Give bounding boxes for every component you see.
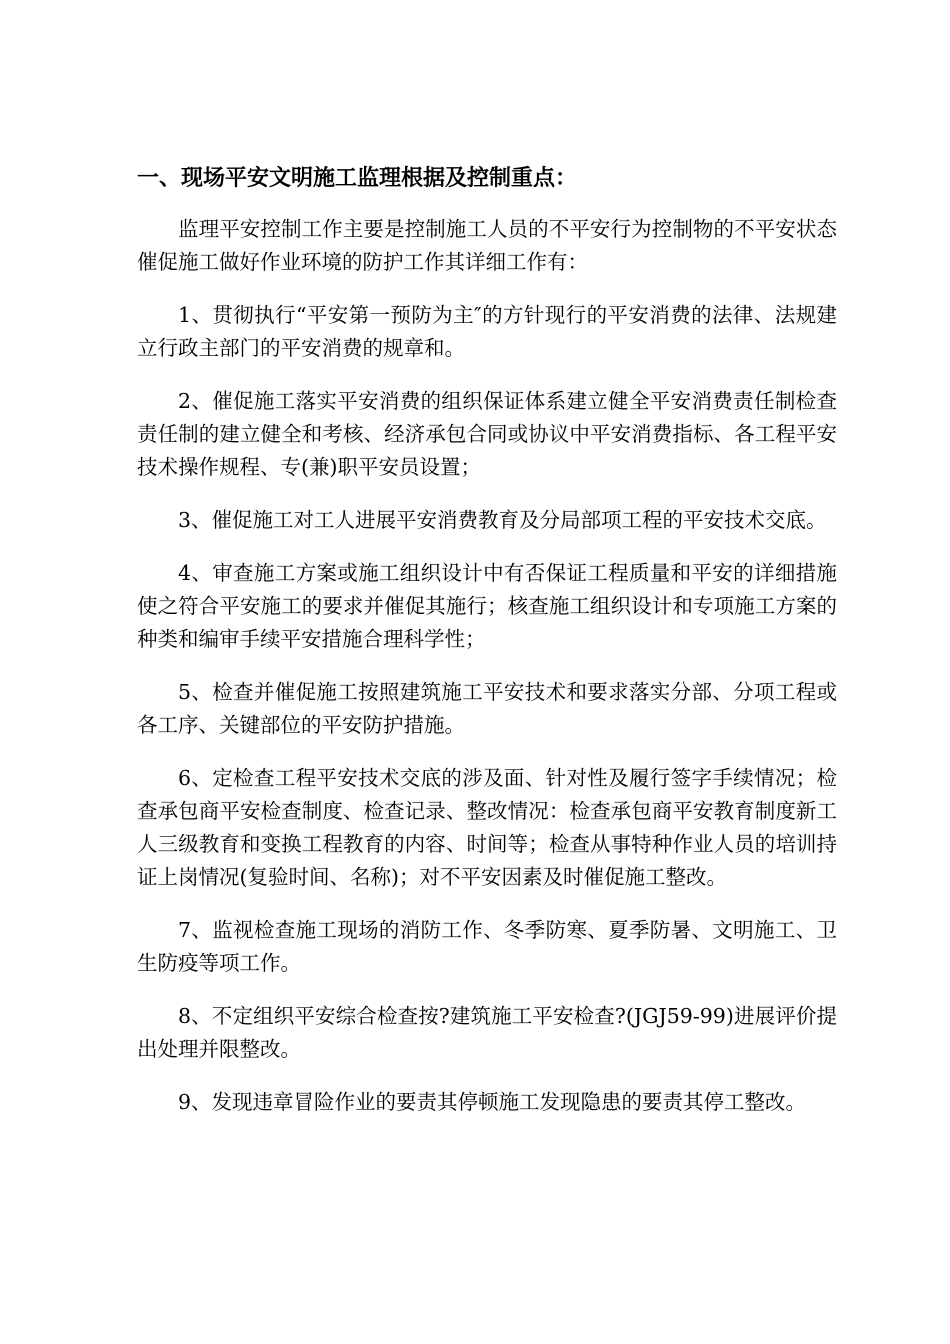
document-body bbox=[137, 163, 837, 1139]
list-item-8: 8、不定组织平安综合检查按?建筑施工平安检查?(JGJ59-99)进展评价提出处理并限整改。 bbox=[137, 1004, 837, 1061]
list-item-7: 7、监视检查施工现场的消防工作、冬季防寒、夏季防暑、文明施工、卫生防疫等项工作。 bbox=[137, 918, 837, 975]
list-item-2: 2、催促施工落实平安消费的组织保证体系建立健全平安消费责任制检查责任制的建立健全和考核、经济承包合同或协议中平安消费指标、各工程平安技术操作规程、专(兼)职平安员设置； bbox=[137, 389, 837, 479]
list-item-4: 4、审查施工方案或施工组织设计中有否保证工程质量和平安的详细措施使之符合平安施工的要求并催促其施行；核查施工组织设计和专项施工方案的种类和编审手续平安措施合理科学性； bbox=[137, 561, 837, 651]
intro-paragraph: 监理平安控制工作主要是控制施工人员的不平安行为控制物的不平安状态催促施工做好作业环境的防护工作其详细工作有： bbox=[137, 217, 837, 274]
list-item-6: 6、定检查工程平安技术交底的涉及面、针对性及履行签字手续情况；检查承包商平安检查制度、检查记录、整改情况：检查承包商平安教育制度新工人三级教育和变换工程教育的内容、时间等；检查从事特种作业人员的培训持证上岗情况(复验时间、名称)；对不平安因素及时催促施工整改。 bbox=[137, 766, 837, 889]
list-item-9: 9、发现违章冒险作业的要责其停顿施工发现隐患的要责其停工整改。 bbox=[178, 1090, 807, 1114]
list-item-5: 5、检查并催促施工按照建筑施工平安技术和要求落实分部、分项工程或各工序、关键部位的平安防护措施。 bbox=[137, 680, 837, 737]
list-item-3: 3、催促施工对工人进展平安消费教育及分局部项工程的平安技术交底。 bbox=[178, 508, 827, 532]
list-item-1: 1、贯彻执行“平安第一预防为主″的方针现行的平安消费的法律、法规建立行政主部门的平安消费的规章和。 bbox=[137, 303, 837, 360]
section-heading: 一、现场平安文明施工监理根据及控制重点： bbox=[137, 166, 578, 191]
